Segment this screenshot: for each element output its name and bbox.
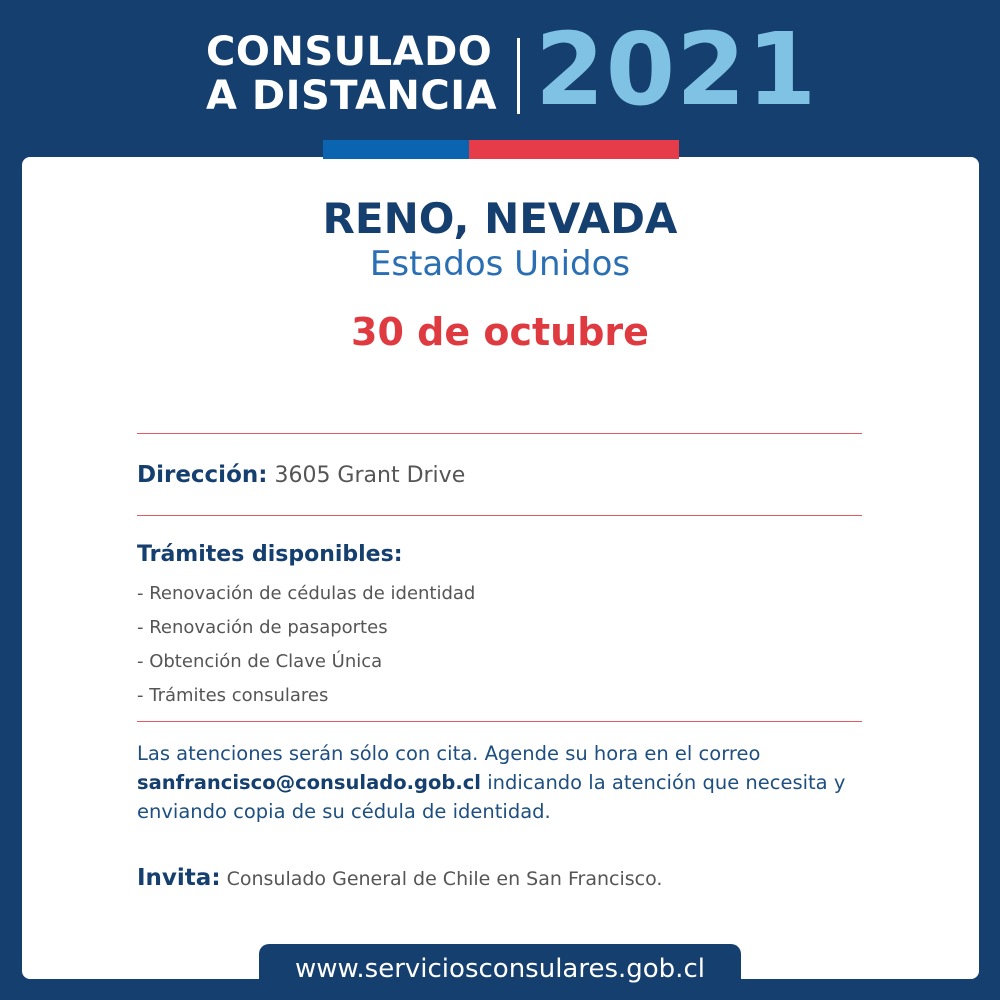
list-item: - Trámites consulares xyxy=(137,685,329,706)
email-link[interactable]: sanfrancisco@consulado.gob.cl xyxy=(137,771,481,794)
header-title-line2: A DISTANCIA xyxy=(206,73,498,119)
header-year: 2021 xyxy=(535,11,818,128)
divider-top xyxy=(137,433,862,434)
invite-label: Invita: xyxy=(137,865,221,891)
info-line1: Las atenciones serán sólo con cita. Agende su hora en el correo xyxy=(137,742,761,765)
flag-stripe-blue xyxy=(323,140,469,159)
divider-bottom xyxy=(137,721,862,722)
country-subtitle: Estados Unidos xyxy=(369,244,631,284)
appointment-info xyxy=(137,739,857,826)
header-title-line1: CONSULADO xyxy=(206,29,493,75)
address-value: 3605 Grant Drive xyxy=(274,463,466,488)
city-title: RENO, NEVADA xyxy=(322,194,678,243)
list-item: - Renovación de pasaportes xyxy=(137,617,388,638)
list-item: - Renovación de cédulas de identidad xyxy=(137,583,476,604)
header-title xyxy=(206,30,506,118)
invite-value: Consulado General de Chile en San Francisco. xyxy=(226,868,663,890)
tramites-title: Trámites disponibles: xyxy=(137,542,403,567)
invite-line xyxy=(137,862,662,895)
website-url[interactable]: www.serviciosconsulares.gob.cl xyxy=(259,944,741,1000)
address-line xyxy=(137,460,465,491)
event-date: 30 de octubre xyxy=(351,310,649,354)
list-item: - Obtención de Clave Única xyxy=(137,651,383,672)
address-label: Dirección: xyxy=(137,462,268,488)
info-line2: indicando la atención que necesita y enviando copia de su cédula de identidad. xyxy=(137,771,846,823)
divider-middle xyxy=(137,515,862,516)
header-divider xyxy=(517,38,520,114)
header xyxy=(0,0,1000,140)
tramites-list xyxy=(137,577,475,713)
flag-stripe-red xyxy=(469,140,679,159)
